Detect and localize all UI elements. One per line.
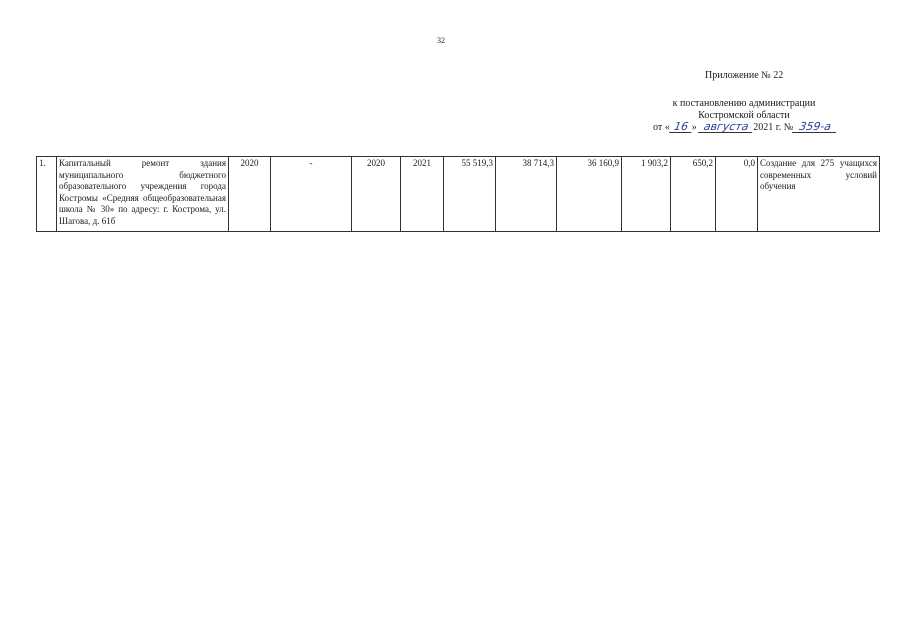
value-cell-2: 38 714,3 xyxy=(496,157,557,232)
year-cell-b: 2021 xyxy=(401,157,444,232)
decree-line-2: Костромской области xyxy=(698,110,790,121)
handwritten-month: августа xyxy=(698,122,754,133)
page-number: 32 xyxy=(437,36,445,45)
decree-line-1: к постановлению администрации xyxy=(672,98,816,109)
row-number: 1. xyxy=(37,157,57,232)
empty-dash: - xyxy=(271,157,352,232)
decree-date-line xyxy=(653,122,835,134)
handwritten-decree-number: 359-а xyxy=(792,122,838,133)
date-year-suffix: 2021 г. № xyxy=(753,122,794,133)
project-table xyxy=(36,156,880,232)
handwritten-day: 16 xyxy=(669,122,693,133)
date-mid: » xyxy=(691,122,697,133)
project-name: Капитальный ремонт здания муниципального бюджетного образовательного учреждения города Костромы «Средняя общеобразовательная школа № 30» по адресу: г. Кострома, ул. Шагова, д. 61б xyxy=(57,157,229,232)
value-cell-4: 1 903,2 xyxy=(622,157,671,232)
table-row xyxy=(37,157,880,232)
value-cell-5: 650,2 xyxy=(671,157,716,232)
start-year: 2020 xyxy=(229,157,271,232)
date-prefix: от « xyxy=(653,122,670,133)
expected-result: Создание для 275 учащихся современных условий обучения xyxy=(758,157,880,232)
value-cell-3: 36 160,9 xyxy=(557,157,622,232)
decree-reference xyxy=(653,98,835,134)
year-cell-a: 2020 xyxy=(352,157,401,232)
appendix-title: Приложение № 22 xyxy=(705,70,784,81)
value-cell-6: 0,0 xyxy=(716,157,758,232)
value-cell-1: 55 519,3 xyxy=(444,157,496,232)
